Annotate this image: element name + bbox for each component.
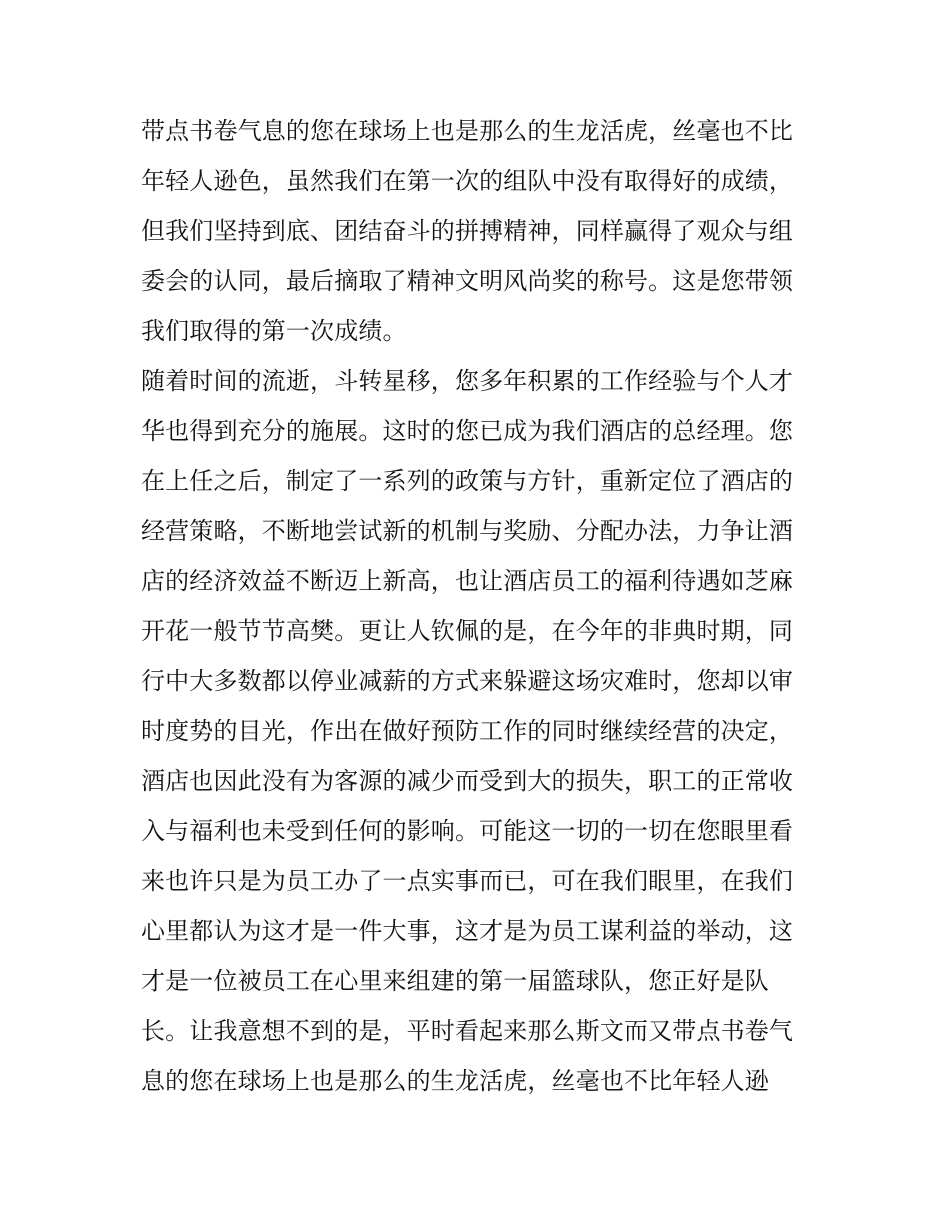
text-line: 入与福利也未受到任何的影响。可能这一切的一切在您眼里看 bbox=[141, 817, 794, 845]
text-line: 心里都认为这才是一件大事，这才是为员工谋利益的举动，这 bbox=[141, 917, 794, 945]
text-line: 在上任之后，制定了一系列的政策与方针，重新定位了酒店的 bbox=[141, 467, 794, 495]
text-line: 行中大多数都以停业减薪的方式来躲避这场灾难时，您却以审 bbox=[141, 667, 794, 695]
text-line: 委会的认同，最后摘取了精神文明风尚奖的称号。这是您带领 bbox=[141, 267, 794, 295]
text-line: 酒店也因此没有为客源的减少而受到大的损失，职工的正常收 bbox=[141, 767, 794, 795]
text-line: 长。让我意想不到的是，平时看起来那么斯文而又带点书卷气 bbox=[141, 1017, 794, 1045]
body-text bbox=[141, 106, 813, 1106]
text-line: 息的您在球场上也是那么的生龙活虎，丝毫也不比年轻人逊 bbox=[141, 1067, 769, 1095]
text-line: 才是一位被员工在心里来组建的第一届篮球队，您正好是队 bbox=[141, 967, 769, 995]
text-line: 店的经济效益不断迈上新高，也让酒店员工的福利待遇如芝麻 bbox=[141, 567, 794, 595]
text-line: 随着时间的流逝，斗转星移，您多年积累的工作经验与个人才 bbox=[141, 367, 794, 395]
text-line: 年轻人逊色，虽然我们在第一次的组队中没有取得好的成绩， bbox=[141, 167, 794, 195]
text-line: 开花一般节节高樊。更让人钦佩的是，在今年的非典时期，同 bbox=[141, 617, 794, 645]
text-line: 华也得到充分的施展。这时的您已成为我们酒店的总经理。您 bbox=[141, 417, 794, 445]
text-line: 来也许只是为员工办了一点实事而已，可在我们眼里，在我们 bbox=[141, 867, 794, 895]
text-line: 时度势的目光，作出在做好预防工作的同时继续经营的决定， bbox=[141, 717, 794, 745]
text-line: 我们取得的第一次成绩。 bbox=[141, 317, 407, 345]
text-line: 经营策略，不断地尝试新的机制与奖励、分配办法，力争让酒 bbox=[141, 517, 794, 545]
text-line: 带点书卷气息的您在球场上也是那么的生龙活虎，丝毫也不比 bbox=[141, 117, 794, 145]
text-line: 但我们坚持到底、团结奋斗的拼搏精神，同样赢得了观众与组 bbox=[141, 217, 794, 245]
